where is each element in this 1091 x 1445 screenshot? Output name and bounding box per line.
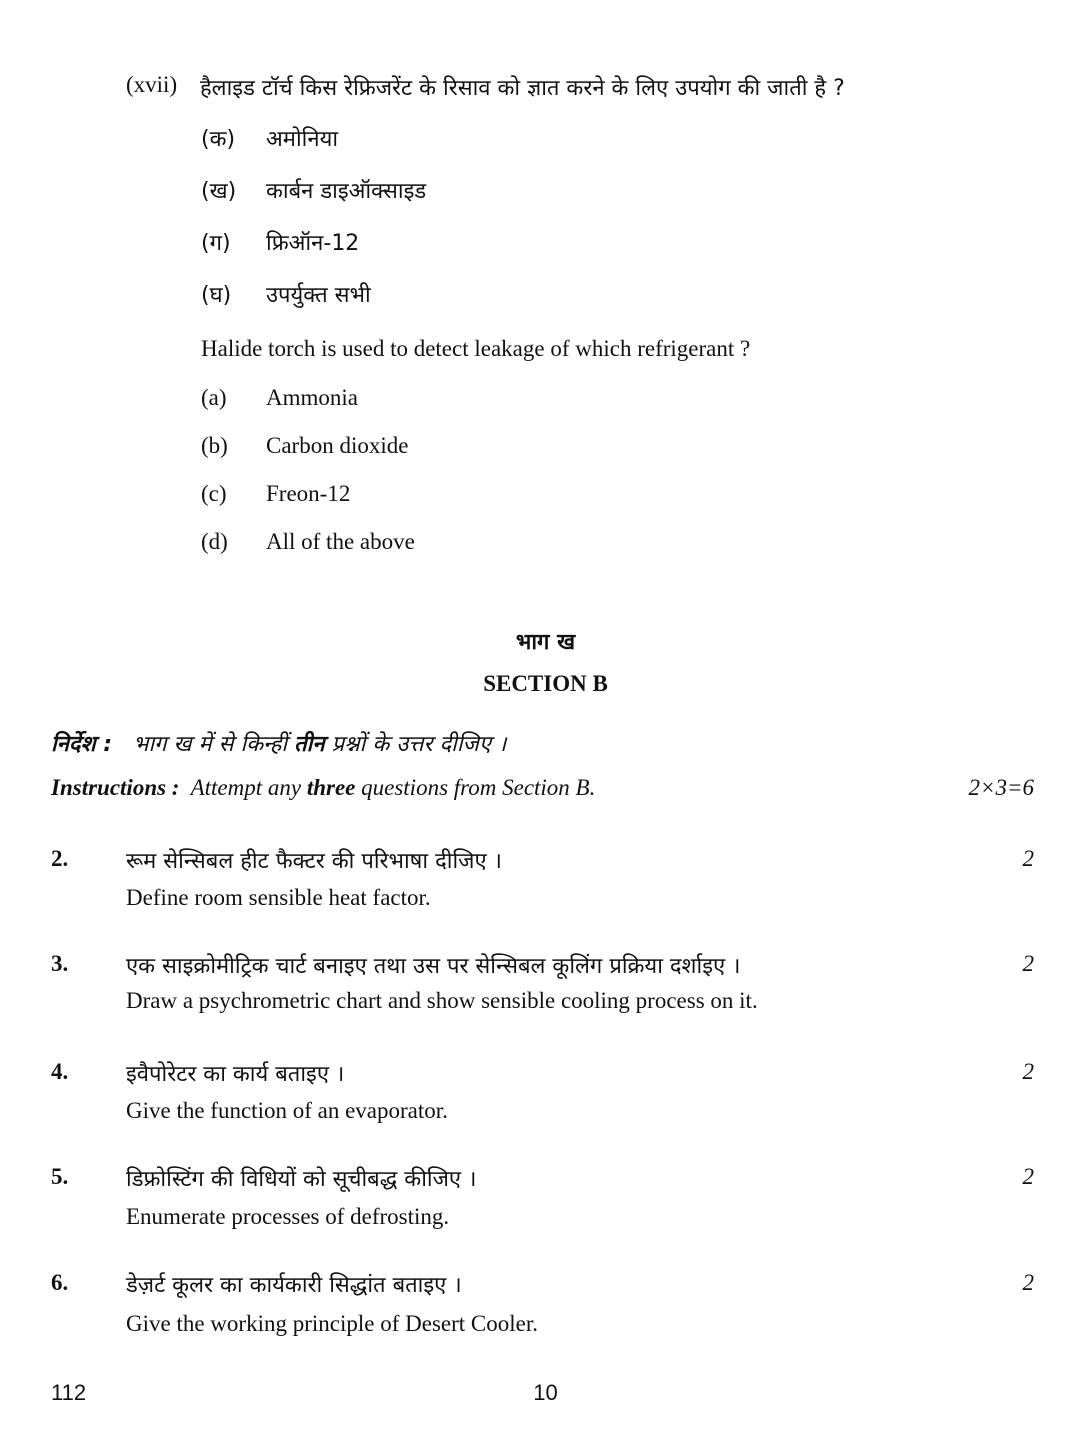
option-text: उपर्युक्त सभी [266, 283, 371, 308]
question-number: 6. [51, 1270, 69, 1295]
instructions-text: questions from Section B. [361, 775, 596, 800]
option-label: (c) [201, 481, 227, 506]
question-text-english: Give the function of an evaporator. [126, 1098, 448, 1123]
question-text-english: Give the working principle of Desert Cooler. [126, 1311, 538, 1336]
option-text: Ammonia [266, 385, 358, 410]
option-label: (ख) [201, 179, 237, 204]
instructions-emphasis: तीन [294, 732, 325, 757]
instructions-text: प्रश्नों के उत्तर दीजिए । [331, 732, 507, 757]
instructions-emphasis: three [306, 775, 356, 800]
option-text: अमोनिया [266, 127, 339, 152]
option-label: (b) [201, 433, 228, 458]
question-text-english: Halide torch is used to detect leakage of which refrigerant ? [201, 336, 751, 361]
section-title-hindi: भाग ख [515, 630, 576, 655]
instructions-hindi [51, 728, 506, 758]
question-text-hindi: इवैपोरेटर का कार्य बताइए । [126, 1062, 345, 1087]
question-marks: 2 [1022, 951, 1034, 976]
question-text-hindi: डिफ्रोस्टिंग की विधियों को सूचीबद्ध कीजिए । [126, 1167, 477, 1192]
question-number: 3. [51, 951, 69, 976]
page-number: 10 [533, 1380, 558, 1405]
question-text-english: Draw a psychrometric chart and show sensible cooling process on it. [126, 988, 758, 1013]
question-text-hindi: डेज़र्ट कूलर का कार्यकारी सिद्धांत बताइए । [126, 1273, 462, 1298]
question-number: 5. [51, 1164, 69, 1189]
instructions-english [51, 775, 595, 801]
instructions-text: भाग ख में से किन्हीं [133, 732, 288, 757]
option-label: (d) [201, 529, 228, 554]
option-text: फ्रिऑन-12 [266, 231, 360, 256]
question-text-english: Enumerate processes of defrosting. [126, 1204, 450, 1229]
option-text: Freon-12 [266, 481, 351, 506]
option-text: All of the above [266, 529, 415, 554]
question-marks: 2 [1022, 846, 1034, 871]
question-number: 2. [51, 846, 69, 871]
instructions-text: Attempt any [190, 775, 302, 800]
question-number: 4. [51, 1059, 69, 1084]
question-text-hindi: रूम सेन्सिबल हीट फैक्टर की परिभाषा दीजिए । [126, 849, 502, 874]
question-marks: 2 [1022, 1164, 1034, 1189]
option-text: Carbon dioxide [266, 433, 409, 458]
instructions-label: Instructions : [51, 775, 180, 800]
option-label: (घ) [201, 283, 232, 308]
question-number: (xvii) [126, 72, 178, 97]
question-text-hindi: एक साइक्रोमीट्रिक चार्ट बनाइए तथा उस पर सेन्सिबल कूलिंग प्रक्रिया दर्शाइए । [126, 954, 741, 979]
section-title-english: SECTION B [483, 671, 608, 696]
instructions-label: निर्देश : [51, 732, 113, 757]
question-text-english: Define room sensible heat factor. [126, 885, 431, 910]
section-marks: 2×3=6 [968, 775, 1034, 800]
option-text: कार्बन डाइऑक्साइड [266, 179, 427, 204]
question-marks: 2 [1022, 1059, 1034, 1084]
option-label: (क) [201, 127, 236, 152]
question-marks: 2 [1022, 1270, 1034, 1295]
paper-code: 112 [51, 1380, 87, 1405]
question-text-hindi: हैलाइड टॉर्च किस रेफ्रिजरेंट के रिसाव को ज्ञात करने के लिए उपयोग की जाती है ? [200, 76, 845, 101]
option-label: (a) [201, 385, 227, 410]
option-label: (ग) [201, 231, 231, 256]
